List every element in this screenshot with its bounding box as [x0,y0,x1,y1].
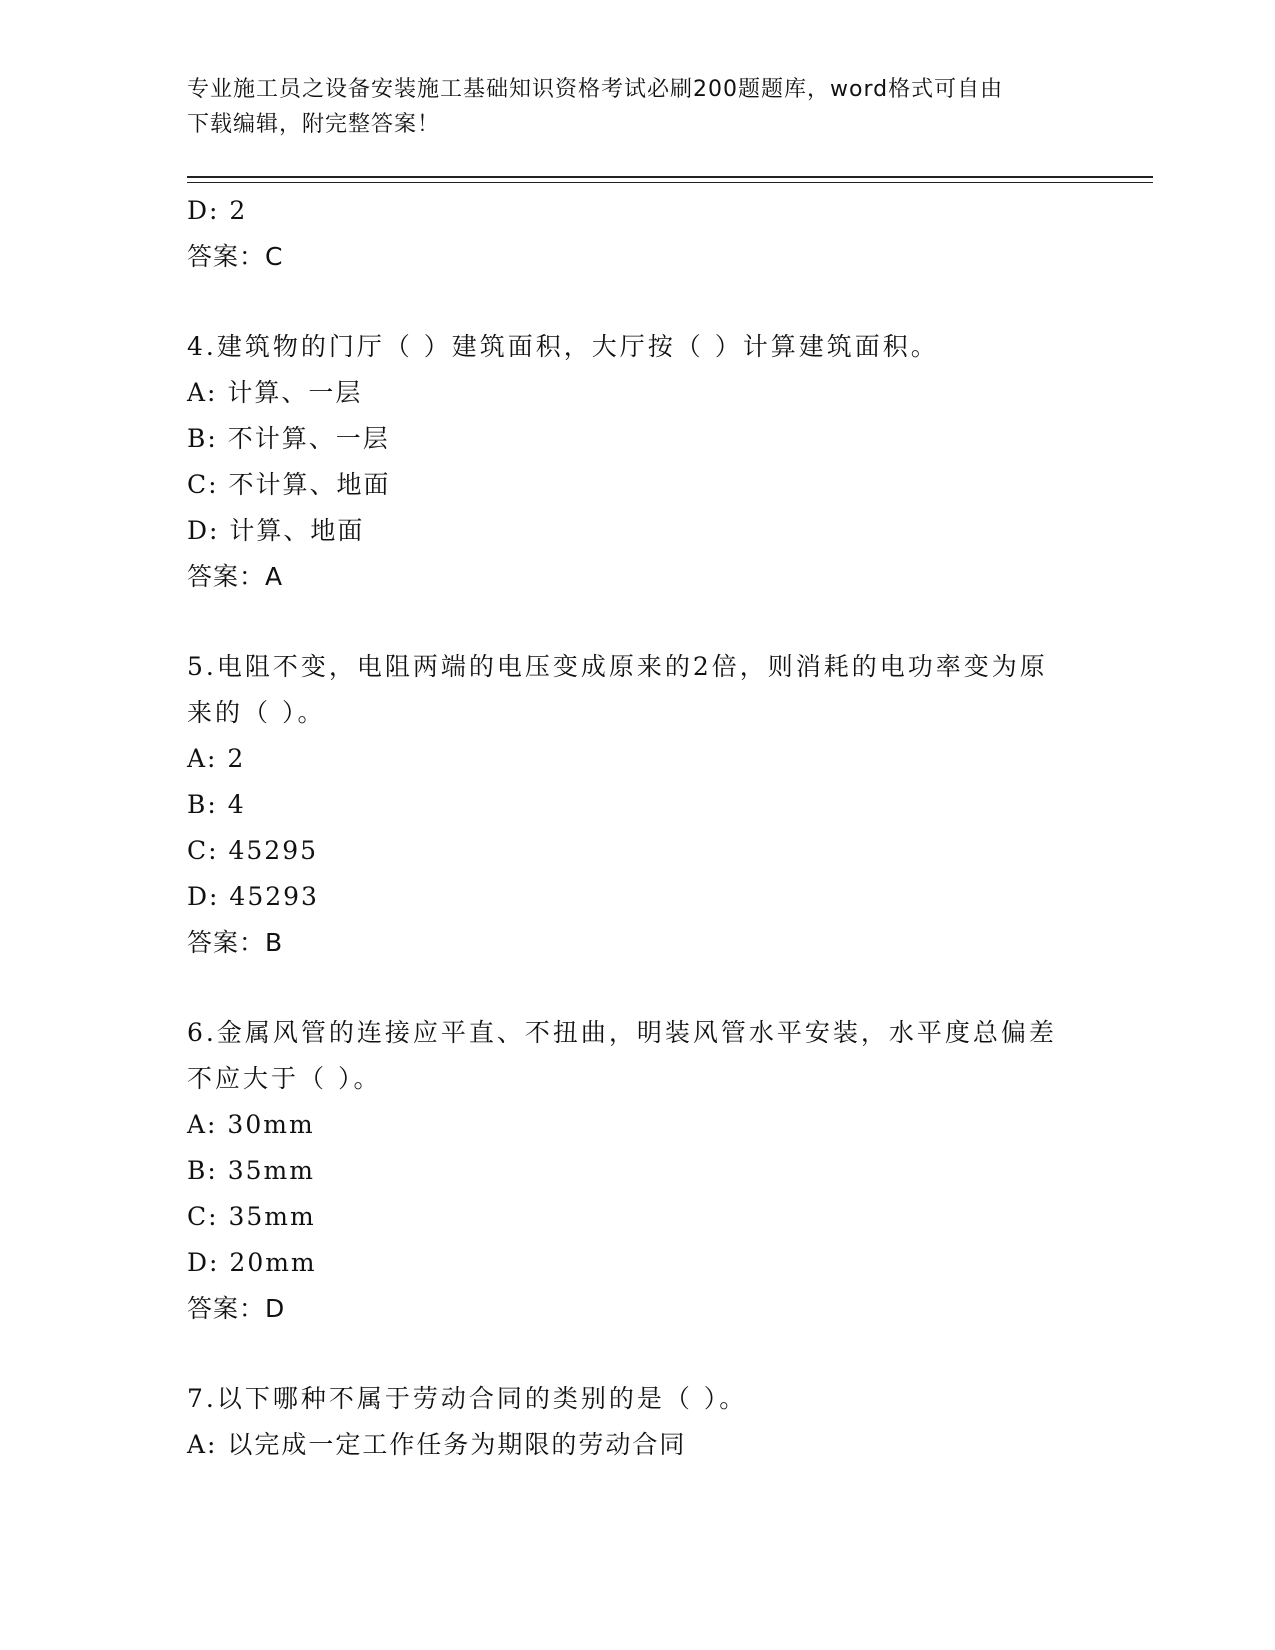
question-4-option-a: A: 计算、一层 [187,378,363,407]
question-6-option-a: A: 30mm [187,1110,315,1139]
question-4-option-c: C: 不计算、地面 [187,470,391,499]
question-5-option-b: B: 4 [187,790,246,819]
question-6-option-d: D: 20mm [187,1248,317,1277]
header-rule-thin [187,182,1153,183]
header-title-line-2: 下载编辑，附完整答案！ [187,112,441,137]
question-5-option-d: D: 45293 [187,882,319,911]
question-7-option-a: A: 以完成一定工作任务为期限的劳动合同 [187,1430,687,1459]
question-5 [187,644,1087,966]
question-list [187,188,1087,1468]
question-4 [187,324,1087,600]
question-6 [187,1010,1087,1332]
question-4-option-d: D: 计算、地面 [187,516,365,545]
question-3 [187,188,1087,280]
question-6-option-b: B: 35mm [187,1156,315,1185]
header-title-line-1: 专业施工员之设备安装施工基础知识资格考试必刷200题题库，word格式可自由 [187,77,1004,102]
question-3-option-d: D: 2 [187,196,248,225]
question-4-answer: 答案：A [187,562,284,591]
question-6-option-c: C: 35mm [187,1202,316,1231]
question-6-answer: 答案：D [187,1294,286,1323]
question-4-stem: 4.建筑物的门厅（ ）建筑面积，大厅按（ ）计算建筑面积。 [187,332,939,361]
question-7-stem: 7.以下哪种不属于劳动合同的类别的是（ ）。 [187,1384,748,1413]
question-7 [187,1376,1087,1468]
question-6-stem: 6.金属风管的连接应平直、不扭曲，明装风管水平安装，水平度总偏差不应大于（ ）。 [187,1018,1057,1093]
question-4-option-b: B: 不计算、一层 [187,424,390,453]
question-5-option-a: A: 2 [187,744,246,773]
question-5-stem: 5.电阻不变，电阻两端的电压变成原来的2倍，则消耗的电功率变为原来的（ ）。 [187,652,1048,727]
question-5-option-c: C: 45295 [187,836,319,865]
question-5-answer: 答案：B [187,928,284,957]
page-header [187,72,1087,142]
header-rule-thick [187,176,1153,178]
question-3-answer: 答案：C [187,242,284,271]
